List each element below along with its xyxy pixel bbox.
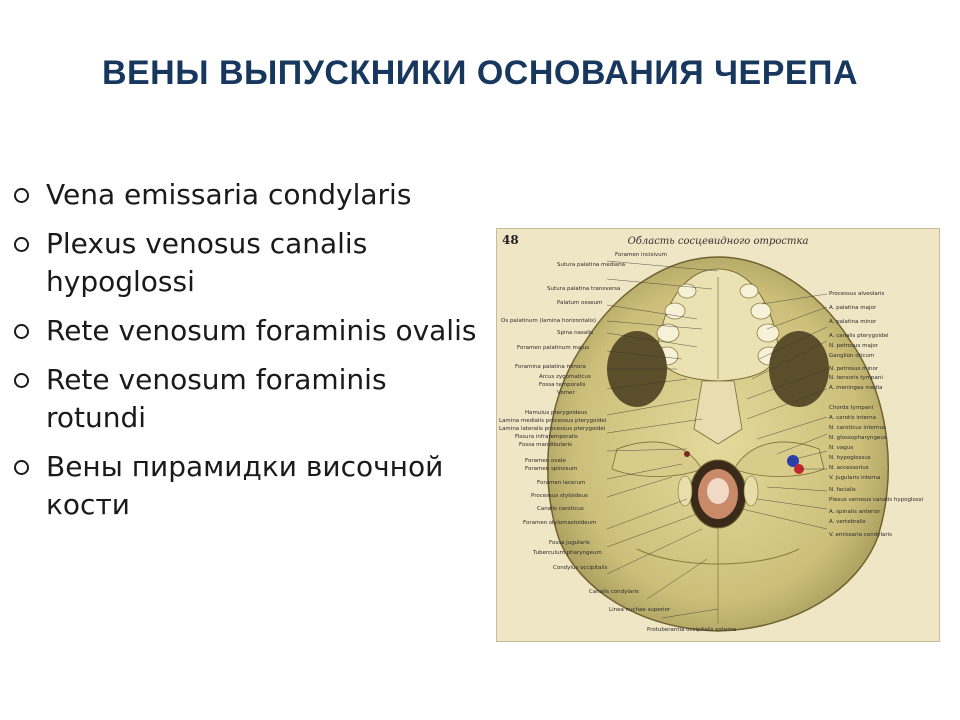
figure-label: A. vertebralis — [829, 519, 866, 525]
figure-number: 48 — [502, 233, 519, 247]
bullet-text: Plexus venosus canalis hypoglossi — [46, 227, 368, 298]
figure-label: Fossa jugularis — [549, 540, 590, 546]
figure-label: N. accessorius — [829, 465, 869, 471]
figure-label: Protuberantia occipitalis externa — [647, 627, 737, 633]
skull-base-illustration — [496, 228, 940, 642]
figure-label: Canalis condylaris — [589, 589, 639, 595]
figure-label: N. glossopharyngeus — [829, 435, 887, 441]
figure-label: Chorda tympani — [829, 405, 874, 411]
figure-label: A. carotis interna — [829, 415, 876, 421]
figure-label: Fissura infratemporalis — [515, 434, 578, 440]
list-item — [12, 225, 492, 301]
figure-label: Tuberculum pharyngeum — [533, 550, 602, 556]
figure-label: Foramen spinosum — [525, 466, 578, 472]
slide-title: ВЕНЫ ВЫПУСКНИКИ ОСНОВАНИЯ ЧЕРЕПА — [101, 54, 859, 92]
figure-label: A. palatina major — [829, 305, 877, 311]
figure-label: Fossa mandibularis — [519, 442, 572, 448]
figure-label: Foramen stylomastoideum — [523, 520, 597, 526]
figure-label: A. spinalis anterior — [829, 509, 881, 515]
circle-bullet-icon — [14, 188, 29, 203]
figure-label: N. vagus — [829, 445, 854, 451]
figure-label: N. caroticus internus — [829, 425, 886, 431]
figure-label: Palatum osseum — [557, 300, 603, 306]
figure-label: Lamina medialis processus pterygoidei — [499, 418, 607, 424]
list-item — [12, 312, 492, 350]
figure-label: Fossa temporalis — [539, 382, 586, 388]
figure-label: A. palatina minor — [829, 319, 877, 325]
list-item — [12, 361, 492, 437]
figure-label: Linea nuchae superior — [609, 607, 671, 613]
figure-label: N. facialis — [829, 487, 856, 493]
figure-label: Sutura palatina mediana — [557, 262, 626, 268]
bullet-text: Rete venosum foraminis ovalis — [46, 314, 477, 347]
figure-label: Foramen incisivum — [615, 252, 667, 258]
figure-label: Spina nasalis — [557, 330, 594, 336]
figure-label: Processus alveolaris — [829, 291, 885, 297]
figure-label: Arcus zygomaticus — [539, 374, 591, 380]
figure-label: V. emissaria condylaris — [829, 532, 893, 538]
circle-bullet-icon — [14, 460, 29, 475]
figure-label: Foramen lacerum — [537, 480, 586, 486]
circle-bullet-icon — [14, 373, 29, 388]
circle-bullet-icon — [14, 237, 29, 252]
figure-label: Processus styloideus — [531, 493, 588, 499]
figure-label: Os palatinum (lamina horizontalis) — [501, 318, 596, 324]
bullet-text: Rete venosum foraminis rotundi — [46, 363, 387, 434]
figure-label: A. canalis pterygoidei — [829, 333, 889, 339]
figure-label: Sutura palatina transversa — [547, 286, 621, 292]
figure-label: Vomer — [557, 390, 575, 396]
figure-label: N. tensoris tympani — [829, 375, 883, 381]
figure-label: Lamina lateralis processus pterygoidei — [499, 426, 606, 432]
figure-label: Hamulus pterygoideus — [525, 410, 588, 416]
figure-label: Foramen palatinum majus — [517, 345, 590, 351]
figure-label: N. petrosus major — [829, 343, 878, 349]
figure-label: Ganglion oticum — [829, 353, 875, 359]
circle-bullet-icon — [14, 324, 29, 339]
figure-label: Foramina palatina minora — [515, 364, 586, 370]
figure-label: Plexus venosus canalis hypoglossi — [829, 497, 924, 503]
figure-title: Область сосцевидного отростка — [627, 236, 809, 247]
figure-label: N. petrosus minor — [829, 366, 879, 372]
bullet-list — [12, 176, 492, 535]
figure-label: N. hypoglossus — [829, 455, 871, 461]
list-item — [12, 448, 492, 524]
figure-label: A. meningea media — [829, 385, 883, 391]
bullet-text: Vena emissaria condylaris — [46, 178, 412, 211]
list-item — [12, 176, 492, 214]
figure-label: Canalis caroticus — [537, 506, 584, 512]
figure-label: Condylus occipitalis — [553, 565, 608, 571]
figure-label: V. jugularis interna — [829, 475, 881, 481]
bullet-text: Вены пирамидки височной кости — [46, 450, 444, 521]
figure-label: Foramen ovale — [525, 458, 566, 464]
